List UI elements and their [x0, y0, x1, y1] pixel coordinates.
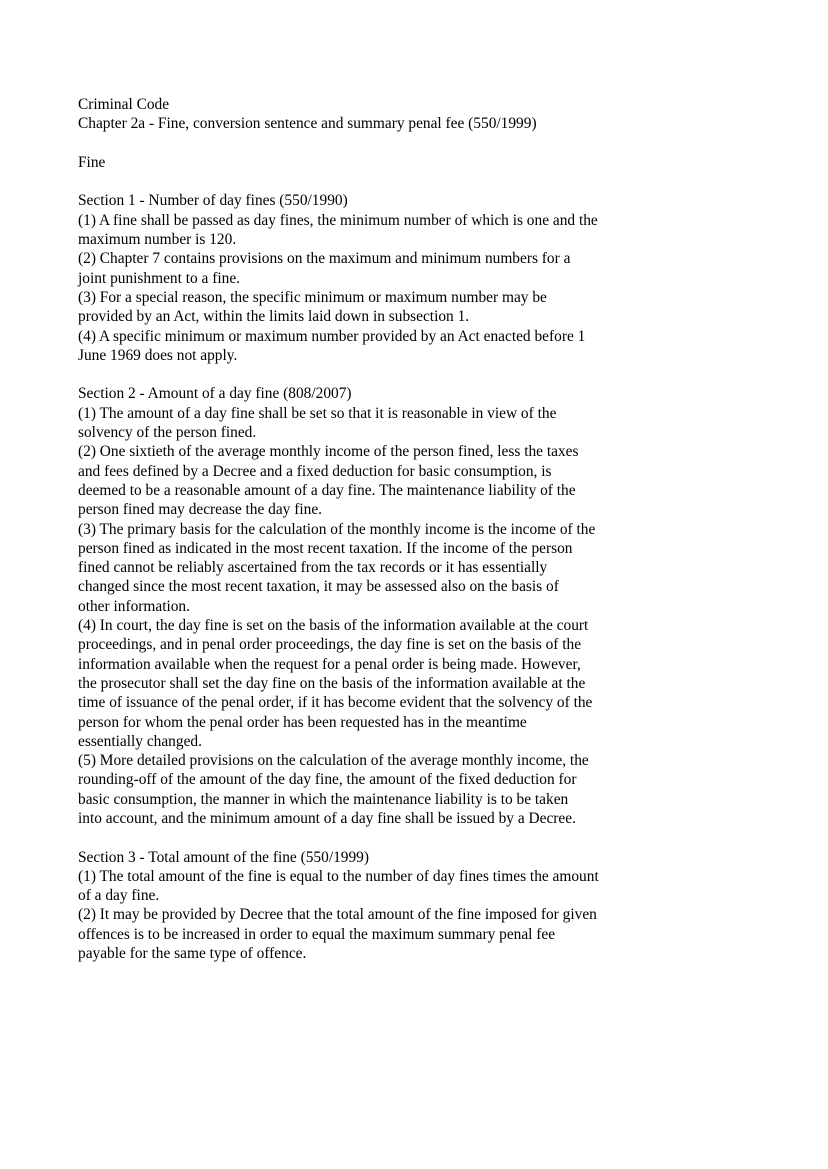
section-line: (2) One sixtieth of the average monthly income of the person fined, less the taxes — [78, 443, 579, 461]
document-page — [78, 95, 678, 963]
section-line: payable for the same type of offence. — [78, 945, 307, 963]
section-line: (2) It may be provided by Decree that the total amount of the fine imposed for given — [78, 906, 597, 924]
section-line: rounding-off of the amount of the day fine, the amount of the fixed deduction for — [78, 771, 577, 789]
section-line: changed since the most recent taxation, it may be assessed also on the basis of — [78, 578, 559, 596]
section-line: (1) The amount of a day fine shall be set so that it is reasonable in view of the — [78, 404, 557, 422]
section-1 — [78, 191, 678, 365]
section-line: fined cannot be reliably ascertained from the tax records or it has essentially — [78, 559, 548, 577]
section-line: (1) A fine shall be passed as day fines, the minimum number of which is one and the — [78, 211, 598, 229]
spacer — [78, 365, 678, 384]
section-line: (5) More detailed provisions on the calculation of the average monthly income, the — [78, 752, 589, 770]
section-heading: Section 1 - Number of day fines (550/1990) — [78, 192, 348, 210]
section-line: into account, and the minimum amount of a day fine shall be issued by a Decree. — [78, 809, 576, 827]
section-line: (3) For a special reason, the specific minimum or maximum number may be — [78, 288, 547, 306]
section-line: (1) The total amount of the fine is equal to the number of day fines times the amount — [78, 867, 599, 885]
section-line: (4) A specific minimum or maximum number provided by an Act enacted before 1 — [78, 327, 586, 345]
section-line: other information. — [78, 597, 190, 615]
spacer — [78, 172, 678, 191]
section-line: deemed to be a reasonable amount of a day fine. The maintenance liability of the — [78, 481, 576, 499]
section-line: offences is to be increased in order to equal the maximum summary penal fee — [78, 925, 556, 943]
spacer — [78, 828, 678, 847]
section-line: person fined may decrease the day fine. — [78, 501, 323, 519]
document-title: Criminal Code — [78, 96, 170, 113]
section-line: time of issuance of the penal order, if it has become evident that the solvency of the — [78, 694, 593, 712]
section-line: solvency of the person fined. — [78, 424, 257, 442]
section-line: (4) In court, the day fine is set on the basis of the information available at the court — [78, 617, 589, 635]
section-3 — [78, 848, 678, 964]
subheading: Fine — [78, 153, 106, 171]
section-heading: Section 2 - Amount of a day fine (808/2007) — [78, 385, 352, 403]
section-line: information available when the request for a penal order is being made. However, — [78, 655, 581, 673]
section-line: essentially changed. — [78, 732, 202, 750]
section-line: June 1969 does not apply. — [78, 346, 238, 364]
section-line: of a day fine. — [78, 887, 160, 905]
section-line: and fees defined by a Decree and a fixed deduction for basic consumption, is — [78, 462, 552, 480]
chapter-heading: Chapter 2a - Fine, conversion sentence and summary penal fee (550/1999) — [78, 115, 537, 133]
section-line: (3) The primary basis for the calculation of the monthly income is the income of the — [78, 520, 596, 538]
spacer — [78, 134, 678, 153]
section-line: maximum number is 120. — [78, 231, 237, 249]
section-line: (2) Chapter 7 contains provisions on the maximum and minimum numbers for a — [78, 250, 571, 268]
section-line: joint punishment to a fine. — [78, 269, 241, 287]
section-heading: Section 3 - Total amount of the fine (550/1999) — [78, 848, 370, 866]
section-2 — [78, 384, 678, 828]
section-line: the prosecutor shall set the day fine on the basis of the information available at the — [78, 674, 586, 692]
section-line: provided by an Act, within the limits laid down in subsection 1. — [78, 308, 470, 326]
section-line: proceedings, and in penal order proceedings, the day fine is set on the basis of the — [78, 636, 582, 654]
section-line: basic consumption, the manner in which the maintenance liability is to be taken — [78, 790, 569, 808]
section-line: person fined as indicated in the most recent taxation. If the income of the person — [78, 539, 573, 557]
section-line: person for whom the penal order has been requested has in the meantime — [78, 713, 527, 731]
